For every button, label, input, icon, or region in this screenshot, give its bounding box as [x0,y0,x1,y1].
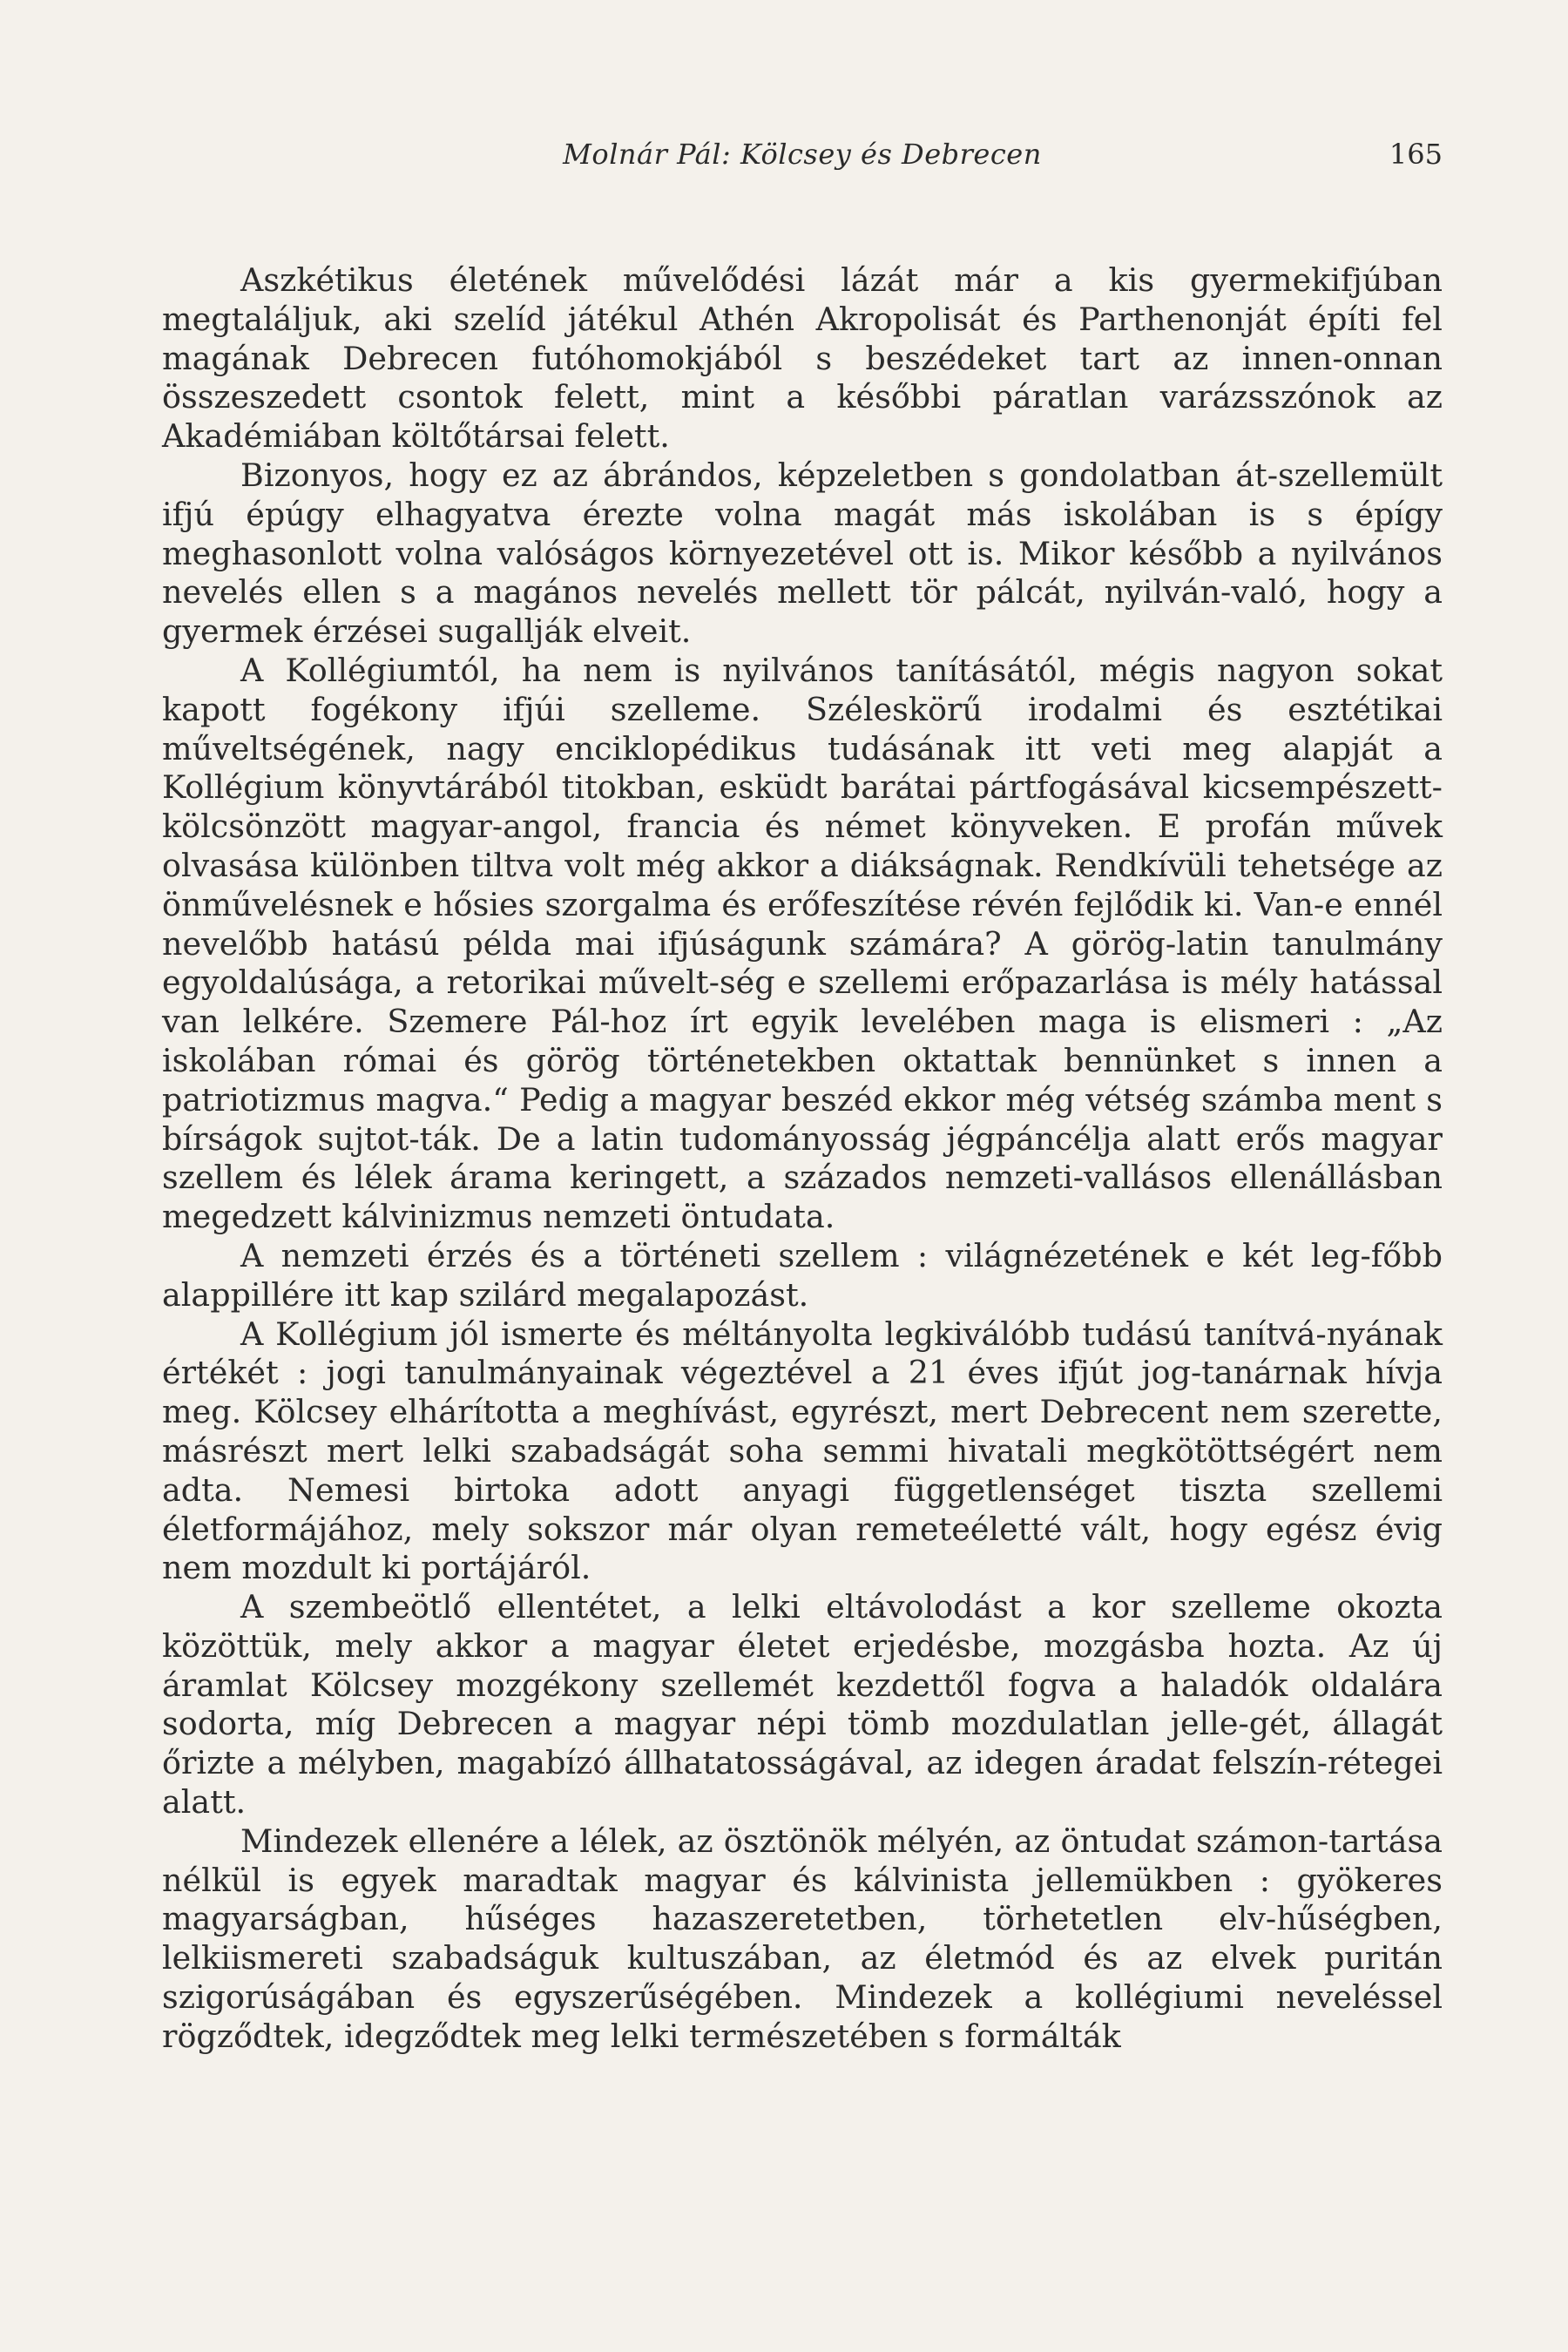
paragraph: A Kollégiumtól, ha nem is nyilvános tanításától, mégis nagyon sokat kapott fogékony ifjúi szelleme. Széleskörű irodalmi és esztétikai műveltségének, nagy enciklopédikus tudásának itt veti meg alapját a Kollégium könyvtárából titokban, esküdt barátai pártfogásával kicsempészett-kölcsönzött magyar-angol, francia és német könyveken. E profán művek olvasása különben tiltva volt még akkor a diákságnak. Rendkívüli tehetsége az önművelésnek e hősies szorgalma és erőfeszítése révén fejlődik ki. Van-e ennél nevelőbb hatású példa mai ifjúságunk számára? A görög-latin tanulmány egyoldalúsága, a retorikai művelt-ség e szellemi erőpazarlása is mély hatással van lelkére. Szemere Pál-hoz írt egyik levelében maga is elismeri : „Az iskolában római és görög történetekben oktattak bennünket s innen a patriotizmus magva.“ Pedig a magyar beszéd ekkor még vétség számba ment s bírságok sujtot-ták. De a latin tudományosság jégpáncélja alatt erős magyar szellem és lélek árama keringett, a százados nemzeti-vallásos ellenállásban megedzett kálvinizmus nemzeti öntudata. [162,651,1443,1236]
body-text [162,261,1443,2057]
paragraph: A Kollégium jól ismerte és méltányolta legkiválóbb tudású tanítvá-nyának értékét : jogi tanulmányainak végeztével a 21 éves ifjút jog-tanárnak hívja meg. Kölcsey elhárította a meghívást, egyrészt, mert Debrecent nem szerette, másrészt mert lelki szabadságát soha semmi hivatali megkötöttségért nem adta. Nemesi birtoka adott anyagi függetlenséget tiszta szellemi életformájához, mely sokszor már olyan remeteéletté vált, hogy egész évig nem mozdult ki portájáról. [162,1315,1443,1587]
paragraph: A szembeötlő ellentétet, a lelki eltávolodást a kor szelleme okozta közöttük, mely akkor a magyar életet erjedésbe, mozgásba hozta. Az új áramlat Kölcsey mozgékony szellemét kezdettől fogva a haladók oldalára sodorta, míg Debrecen a magyar népi tömb mozdulatlan jelle-gét, állagát őrizte a mélyben, magabízó állhatatosságával, az idegen áradat felszín-rétegei alatt. [162,1588,1443,1821]
paragraph: Aszkétikus életének művelődési lázát már a kis gyermekifjúban megtaláljuk, aki szelíd játékul Athén Akropolisát és Parthenonját építi fel magának Debrecen futóhomokjából s beszédeket tart az innen-onnan összeszedett csontok felett, mint a későbbi páratlan varázsszónok az Akadémiában költőtársai felett. [162,261,1443,456]
page-header [162,138,1443,181]
paragraph: Bizonyos, hogy ez az ábrándos, képzeletben s gondolatban át-szellemült ifjú épúgy elhagyatva érezte volna magát más iskolában is s épígy meghasonlott volna valóságos környezetével ott is. Mikor később a nyilvános nevelés ellen s a magános nevelés mellett tör pálcát, nyilván-való, hogy a gyermek érzései sugallják elveit. [162,456,1443,651]
page-number: 165 [1389,138,1443,171]
running-title: Molnár Pál: Kölcsey és Debrecen [563,138,1042,171]
paragraph: Mindezek ellenére a lélek, az ösztönök mélyén, az öntudat számon-tartása nélkül is egyek maradtak magyar és kálvinista jellemükben : gyökeres magyarságban, hűséges hazaszeretetben, törhetetlen elv-hűségben, lelkiismereti szabadságuk kultuszában, az életmód és az elvek puritán szigorúságában és egyszerűségében. Mindezek a kollégiumi neveléssel rögződtek, idegződtek meg lelki természetében s formálták [162,1821,1443,2055]
paragraph: A nemzeti érzés és a történeti szellem : világnézetének e két leg-főbb alappillére itt kap szilárd megalapozást. [162,1236,1443,1314]
